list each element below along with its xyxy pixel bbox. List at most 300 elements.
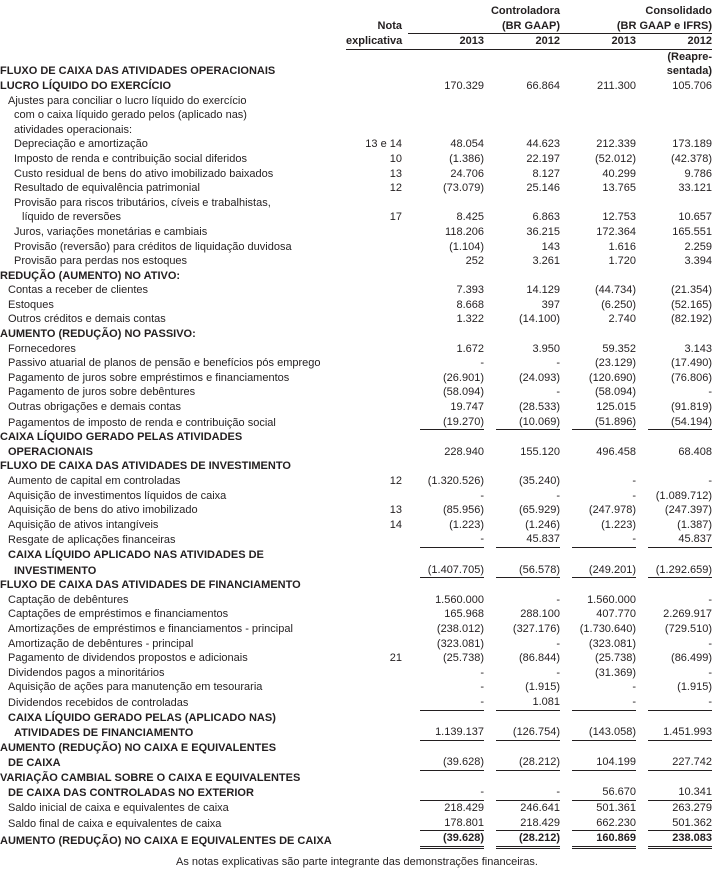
- value-text: (54.194): [648, 415, 712, 431]
- value-text: 9.786: [684, 167, 713, 180]
- row-note-ref: [346, 254, 408, 269]
- row-value: [636, 741, 712, 756]
- row-note-ref: [346, 415, 408, 431]
- table-row: [0, 415, 712, 431]
- row-value: [560, 785, 636, 801]
- row-note-ref: 10: [389, 152, 402, 165]
- row-value: [408, 831, 484, 849]
- row-value: [636, 210, 712, 225]
- row-label: OPERACIONAIS: [8, 445, 93, 458]
- table-row: [0, 64, 712, 79]
- row-value: [484, 415, 560, 431]
- row-label: CAIXA LÍQUIDO GERADO PELAS (APLICADO NAS): [8, 711, 276, 724]
- row-value: [408, 342, 484, 357]
- value-text: 1.720: [608, 255, 636, 268]
- value-text: (86.499): [671, 652, 713, 665]
- row-note-ref: 12: [389, 475, 402, 487]
- table-row: [0, 680, 712, 695]
- row-note-ref: [346, 741, 408, 756]
- value-text: -: [648, 695, 712, 711]
- value-text: (39.628): [420, 755, 484, 771]
- value-text: -: [708, 637, 713, 650]
- row-value: [636, 79, 712, 94]
- value-text: 143: [541, 240, 560, 253]
- value-text: (76.806): [671, 371, 713, 384]
- row-label: VARIAÇÃO CAMBIAL SOBRE O CAIXA E EQUIVALENTES: [0, 771, 301, 784]
- row-note-ref: [346, 400, 408, 415]
- row-value: [408, 137, 484, 152]
- row-note-ref: [346, 532, 408, 548]
- row-note-ref: [346, 459, 408, 474]
- row-value: [636, 152, 712, 167]
- row-value: [560, 181, 636, 196]
- row-value: [408, 711, 484, 726]
- row-value: [560, 240, 636, 255]
- row-label: Ajustes para conciliar o lucro líquido do exercício: [8, 94, 247, 107]
- row-value: [560, 152, 636, 167]
- row-value: [636, 123, 712, 138]
- row-value: [560, 459, 636, 474]
- row-label: Depreciação e amortização: [14, 138, 148, 151]
- row-note-ref: 13 e 14: [365, 138, 402, 151]
- row-value: [636, 400, 712, 415]
- value-text: 24.706: [450, 167, 484, 180]
- row-value: [636, 269, 712, 284]
- table-row: [0, 816, 712, 832]
- row-value: [636, 532, 712, 548]
- row-label: Dividendos pagos a minoritários: [8, 666, 165, 679]
- table-row: [0, 342, 712, 357]
- row-value: [408, 680, 484, 695]
- value-text: 7.393: [456, 284, 484, 297]
- row-value: [560, 755, 636, 771]
- row-value: [636, 385, 712, 400]
- row-value: [560, 695, 636, 711]
- row-value: [484, 94, 560, 109]
- row-label: Imposto de renda e contribuição social diferidos: [14, 152, 247, 165]
- header-row-group: [0, 4, 712, 19]
- value-text: (39.628): [420, 831, 484, 849]
- value-text: 8.668: [456, 298, 484, 311]
- row-label: Captações de empréstimos e financiamentos: [8, 608, 229, 621]
- row-value: [636, 548, 712, 563]
- value-text: -: [556, 666, 560, 679]
- row-value: [560, 196, 636, 211]
- value-text: -: [556, 593, 560, 606]
- table-row: [0, 312, 712, 327]
- nota-heading: Nota: [377, 20, 402, 33]
- row-note-ref: [346, 269, 408, 284]
- row-value: [636, 137, 712, 152]
- row-note-ref: [346, 711, 408, 726]
- value-text: (1.089.712): [655, 489, 713, 502]
- row-note-ref: [346, 240, 408, 255]
- row-note-ref: [346, 816, 408, 832]
- value-text: -: [708, 666, 713, 679]
- table-row: [0, 637, 712, 652]
- value-text: 246.641: [520, 802, 560, 815]
- row-value: [408, 755, 484, 771]
- row-value: [636, 298, 712, 313]
- row-label: Resultado de equivalência patrimonial: [14, 182, 200, 195]
- table-row: [0, 666, 712, 681]
- value-text: (247.978): [588, 504, 636, 517]
- row-value: [484, 312, 560, 327]
- row-value: [560, 415, 636, 431]
- row-label: Estoques: [8, 298, 54, 311]
- value-text: 2.259: [684, 240, 713, 253]
- table-row: [0, 578, 712, 593]
- value-text: (17.490): [671, 357, 713, 370]
- row-value: [408, 771, 484, 786]
- value-text: 12.753: [602, 211, 636, 224]
- value-text: -: [480, 666, 484, 679]
- table-row: [0, 741, 712, 756]
- table-row: [0, 593, 712, 608]
- row-value: [560, 254, 636, 269]
- value-text: -: [632, 489, 636, 502]
- value-text: 1.616: [608, 240, 636, 253]
- row-note-ref: [346, 755, 408, 771]
- row-note-ref: [346, 430, 408, 445]
- value-text: 218.429: [444, 802, 484, 815]
- value-text: (323.081): [588, 637, 636, 650]
- row-label: atividades operacionais:: [14, 123, 133, 136]
- row-value: [484, 385, 560, 400]
- value-text: (28.212): [496, 755, 560, 771]
- row-value: [484, 666, 560, 681]
- table-row: [0, 651, 712, 666]
- row-value: [636, 607, 712, 622]
- row-note-ref: [346, 680, 408, 695]
- value-text: -: [632, 681, 636, 694]
- row-value: [484, 785, 560, 801]
- value-text: 8.425: [456, 211, 484, 224]
- row-value: [560, 831, 636, 849]
- row-note-ref: [346, 94, 408, 109]
- value-text: 10.657: [678, 211, 713, 224]
- value-text: (19.270): [420, 415, 484, 431]
- row-value: [408, 181, 484, 196]
- row-value: [560, 94, 636, 109]
- row-value: [408, 64, 484, 79]
- row-note-ref: [346, 607, 408, 622]
- row-note-ref: [346, 196, 408, 211]
- value-text: (21.354): [671, 284, 713, 297]
- row-note-ref: 21: [389, 652, 402, 665]
- row-value: [560, 225, 636, 240]
- controladora-heading: Controladora: [490, 5, 560, 17]
- row-value: [408, 607, 484, 622]
- row-value: [484, 196, 560, 211]
- value-text: 6.863: [532, 211, 560, 224]
- row-value: [560, 578, 636, 593]
- table-row: [0, 240, 712, 255]
- value-text: 3.950: [532, 342, 560, 355]
- row-value: [408, 385, 484, 400]
- row-note-ref: [346, 385, 408, 400]
- row-label: Provisão para perdas nos estoques: [14, 255, 188, 268]
- value-text: -: [496, 785, 560, 801]
- table-row: [0, 771, 712, 786]
- value-text: (247.397): [664, 504, 713, 517]
- row-note-ref: [346, 725, 408, 741]
- row-label: Amortizações de empréstimos e financiamentos - principal: [8, 622, 293, 635]
- row-note-ref: [346, 327, 408, 342]
- value-text: -: [556, 386, 560, 399]
- value-text: 160.869: [572, 831, 636, 849]
- value-text: 1.139.137: [420, 725, 484, 741]
- row-value: [560, 489, 636, 504]
- row-value: [560, 385, 636, 400]
- value-text: 288.100: [520, 608, 560, 621]
- restated-note-1: (Reapre-: [667, 50, 713, 63]
- value-text: 22.197: [526, 152, 560, 165]
- value-text: 211.300: [597, 79, 636, 92]
- value-text: (52.012): [595, 152, 636, 165]
- value-text: (28.533): [519, 401, 560, 414]
- row-label: Pagamento de dividendos propostos e adicionais: [8, 652, 248, 665]
- row-value: [484, 725, 560, 741]
- row-note-ref: [346, 578, 408, 593]
- value-text: -: [572, 532, 636, 548]
- value-text: (120.690): [588, 371, 636, 384]
- row-value: [636, 327, 712, 342]
- value-text: 238.083: [648, 831, 712, 849]
- table-row: [0, 563, 712, 579]
- value-text: 3.143: [684, 342, 713, 355]
- value-text: 178.801: [420, 816, 484, 832]
- row-value: [408, 563, 484, 579]
- row-value: [408, 518, 484, 533]
- value-text: 165.551: [672, 225, 713, 238]
- row-value: [484, 430, 560, 445]
- row-value: [408, 356, 484, 371]
- explicativa-heading: explicativa: [346, 34, 408, 50]
- value-text: 1.560.000: [435, 593, 484, 606]
- value-text: 45.837: [496, 532, 560, 548]
- table-row: [0, 532, 712, 548]
- row-value: [484, 167, 560, 182]
- row-value: [636, 563, 712, 579]
- row-value: [484, 474, 560, 489]
- row-value: [408, 695, 484, 711]
- row-value: [560, 666, 636, 681]
- value-text: (25.738): [443, 652, 484, 665]
- row-value: [484, 342, 560, 357]
- value-text: 104.199: [572, 755, 636, 771]
- table-row: [0, 695, 712, 711]
- year-heading: 2013: [560, 34, 636, 50]
- value-text: (249.201): [572, 563, 636, 579]
- row-value: [408, 637, 484, 652]
- row-value: [560, 548, 636, 563]
- row-value: [560, 771, 636, 786]
- header-row-basis: [0, 19, 712, 34]
- row-label: Passivo atuarial de planos de pensão e benefícios pós emprego: [8, 357, 321, 370]
- table-row: [0, 210, 712, 225]
- row-value: [560, 430, 636, 445]
- footnote: As notas explicativas são parte integrante das demonstrações financeiras.: [176, 856, 538, 868]
- value-text: 59.352: [602, 342, 636, 355]
- row-note-ref: 13: [389, 504, 402, 517]
- row-value: [560, 593, 636, 608]
- row-note-ref: [346, 312, 408, 327]
- value-text: (91.819): [671, 401, 713, 414]
- row-value: [560, 312, 636, 327]
- table-row: [0, 181, 712, 196]
- table-row: [0, 711, 712, 726]
- value-text: 66.864: [526, 79, 560, 92]
- row-value: [408, 123, 484, 138]
- value-text: 496.458: [596, 445, 636, 458]
- row-value: [636, 474, 712, 489]
- value-text: -: [420, 785, 484, 801]
- value-text: (28.212): [496, 831, 560, 849]
- row-label: Outros créditos e demais contas: [8, 313, 166, 326]
- table-row: [0, 283, 712, 298]
- value-text: 212.339: [596, 138, 636, 151]
- row-note-ref: [346, 356, 408, 371]
- row-value: [636, 371, 712, 386]
- row-value: [484, 108, 560, 123]
- row-value: [408, 430, 484, 445]
- row-label: líquido de reversões: [22, 211, 122, 224]
- row-note-ref: [346, 79, 408, 94]
- value-text: 2.740: [608, 313, 636, 326]
- value-text: 263.279: [672, 802, 713, 815]
- row-value: [408, 489, 484, 504]
- value-text: 3.261: [532, 255, 560, 268]
- row-value: [408, 651, 484, 666]
- cash-flow-table: [0, 4, 712, 849]
- value-text: 1.560.000: [587, 593, 636, 606]
- row-label: Resgate de aplicações financeiras: [8, 534, 176, 547]
- value-text: 2.269.917: [663, 608, 713, 621]
- row-value: [636, 356, 712, 371]
- table-row: [0, 94, 712, 109]
- row-value: [408, 298, 484, 313]
- row-value: [484, 637, 560, 652]
- row-value: [484, 741, 560, 756]
- row-value: [636, 196, 712, 211]
- row-value: [560, 371, 636, 386]
- value-text: (1.915): [525, 681, 560, 694]
- row-value: [636, 312, 712, 327]
- value-text: 218.429: [496, 816, 560, 832]
- value-text: (1.387): [677, 518, 713, 531]
- row-value: [408, 801, 484, 816]
- row-label: Outras obrigações e demais contas: [8, 401, 182, 414]
- row-value: [484, 459, 560, 474]
- row-value: [560, 801, 636, 816]
- value-text: 118.206: [445, 225, 484, 238]
- row-value: [408, 400, 484, 415]
- row-value: [560, 283, 636, 298]
- table-row: [0, 356, 712, 371]
- value-text: (126.754): [496, 725, 560, 741]
- table-row: [0, 831, 712, 849]
- table-row: [0, 474, 712, 489]
- row-value: [408, 79, 484, 94]
- value-text: (1.104): [449, 240, 484, 253]
- row-label: Aquisição de ativos intangíveis: [8, 518, 159, 531]
- value-text: 36.215: [526, 225, 560, 238]
- value-text: -: [556, 637, 560, 650]
- row-label: Aquisição de investimentos líquidos de caixa: [8, 489, 227, 502]
- row-note-ref: [346, 695, 408, 711]
- value-text: 172.364: [596, 225, 636, 238]
- row-value: [636, 831, 712, 849]
- row-value: [408, 152, 484, 167]
- value-text: (51.896): [572, 415, 636, 431]
- table-row: [0, 167, 712, 182]
- row-value: [408, 225, 484, 240]
- row-value: [636, 593, 712, 608]
- row-value: [408, 240, 484, 255]
- row-value: [560, 563, 636, 579]
- row-label: Pagamento de juros sobre empréstimos e financiamentos: [8, 371, 290, 384]
- row-value: [560, 108, 636, 123]
- table-row: [0, 269, 712, 284]
- row-value: [560, 400, 636, 415]
- row-value: [560, 607, 636, 622]
- value-text: -: [420, 695, 484, 711]
- row-value: [560, 210, 636, 225]
- value-text: (143.058): [572, 725, 636, 741]
- value-text: (31.369): [595, 666, 636, 679]
- table-row: [0, 298, 712, 313]
- table-row: [0, 137, 712, 152]
- row-value: [636, 254, 712, 269]
- row-label: REDUÇÃO (AUMENTO) NO ATIVO:: [0, 269, 181, 282]
- consolidado-heading: Consolidado: [645, 5, 713, 17]
- row-value: [484, 622, 560, 637]
- row-value: [636, 785, 712, 801]
- row-note-ref: [346, 64, 408, 79]
- row-note-ref: 17: [389, 211, 402, 224]
- row-value: [636, 167, 712, 182]
- value-text: (82.192): [671, 313, 713, 326]
- row-value: [408, 327, 484, 342]
- row-value: [408, 445, 484, 460]
- value-text: 8.127: [532, 167, 560, 180]
- row-value: [560, 342, 636, 357]
- row-value: [408, 593, 484, 608]
- row-value: [636, 651, 712, 666]
- row-value: [560, 137, 636, 152]
- table-row: [0, 459, 712, 474]
- row-value: [636, 518, 712, 533]
- row-value: [484, 152, 560, 167]
- row-label: Fornecedores: [8, 342, 76, 355]
- row-note-ref: 13: [389, 167, 402, 180]
- row-value: [484, 400, 560, 415]
- header-row-years: [0, 34, 712, 50]
- value-text: 25.146: [526, 182, 560, 195]
- table-row: [0, 755, 712, 771]
- value-text: 3.394: [684, 255, 713, 268]
- row-value: [484, 755, 560, 771]
- row-value: [408, 459, 484, 474]
- row-label: LUCRO LÍQUIDO DO EXERCÍCIO: [0, 79, 172, 92]
- row-value: [484, 518, 560, 533]
- row-value: [636, 430, 712, 445]
- row-label: Provisão (reversão) para créditos de liquidação duvidosa: [14, 240, 292, 253]
- value-text: 44.623: [526, 138, 560, 151]
- value-text: (1.730.640): [579, 622, 636, 635]
- row-label: Aquisição de ações para manutenção em tesouraria: [8, 681, 263, 694]
